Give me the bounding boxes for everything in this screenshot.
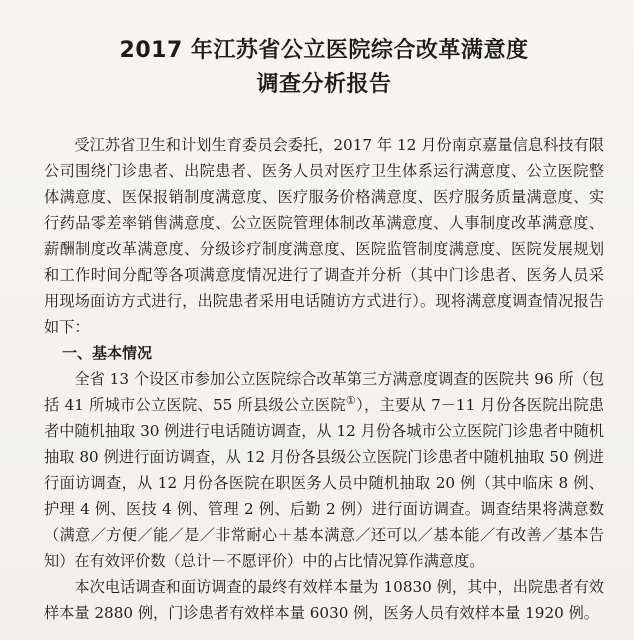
basic-info-text-part1: 全省 13 个设区市参加公立医院综合改革第三方满意度调查的医院共 96 所（包括 41 所城市公立医院、55 所县级公立医院: [44, 370, 604, 414]
sample-size-paragraph: 本次电话调查和面访调查的最终有效样本量为 10830 例，其中，出院患者有效样本量 2880 例，门诊患者有效样本量 6030 例，医务人员有效样本量 1920 例。: [44, 578, 604, 622]
document-title: [44, 34, 604, 102]
title-line-1: 2017 年江苏省公立医院综合改革满意度: [119, 38, 529, 63]
basic-info-paragraph: [44, 366, 604, 574]
intro-paragraph: 受江苏省卫生和计划生育委员会委托，2017 年 12 月份南京嘉量信息科技有限公司围绕门诊患者、出院患者、医务人员对医疗卫生体系运行满意度、公立医院整体满意度、医保报销制度满意度、医疗服务价格满意度、医疗服务质量满意度、实行药品零差率销售满意度、公立医院管理体制改革满意度、人事制度改革满意度、薪酬制度改革满意度、分级诊疗制度满意度、医院监管制度满意度、医院发展规划和工作时间分配等各项满意度情况进行了调查并分析（其中门诊患者、医务人员采用现场面访方式进行，出院患者采用电话随访方式进行）。现将满意度调查情况报告如下：: [44, 136, 604, 336]
document-body: [44, 132, 604, 626]
title-line-2: 调查分析报告: [256, 72, 392, 97]
section-heading-basic-info: 一、基本情况: [62, 344, 153, 362]
footnote-marker: ①: [345, 393, 357, 407]
basic-info-text-part2: ），主要从 7－11 月份各医院出院患者中随机抽取 30 例进行电话随访调查，从 12 月份各城市公立医院门诊患者中随机抽取 80 例进行面访调查，从 12 月份各县级公立医院门诊患者中随机抽取 50 例进行面访调查，从 12 月份各医院在职医务人员中随机抽取 20 例（其中临床 8 例、护理 4 例、医技 4 例、管理 2 例、后勤 2 例）进行面访调查。调查结果将满意数（满意／方便／能／是／非常耐心＋基本满意／还可以／基本能／有改善／基本告知）在有效评价数（总计－不愿评价）中的占比情况算作满意度。: [44, 396, 604, 570]
